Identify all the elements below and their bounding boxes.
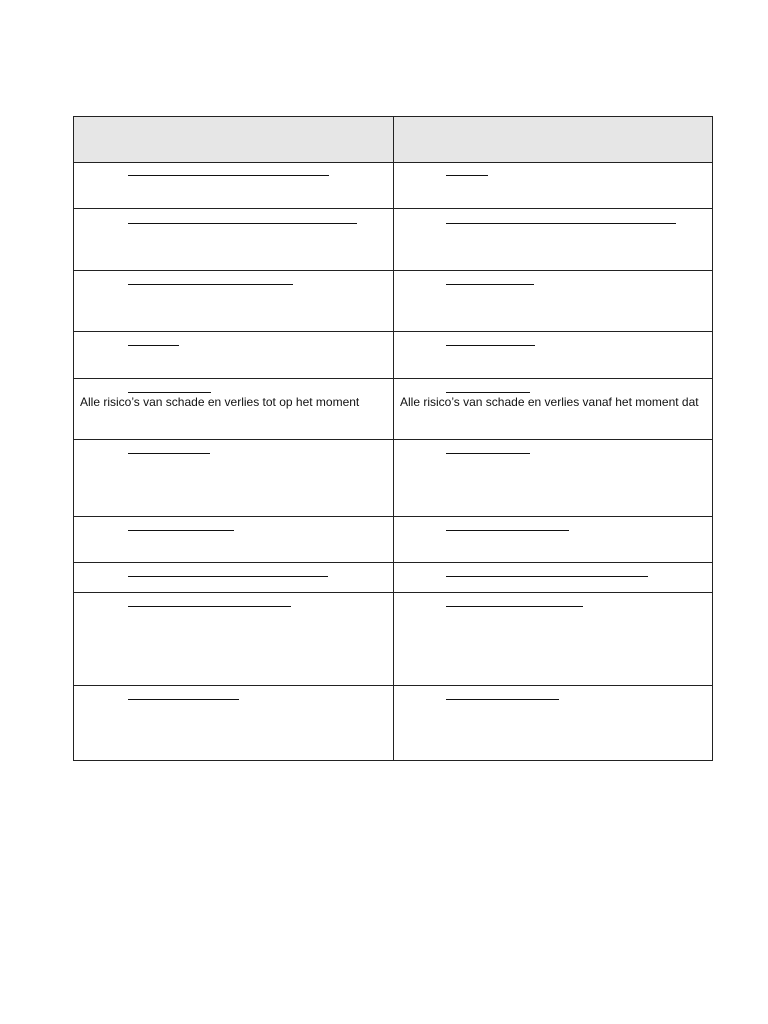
blank-underline [128, 175, 329, 176]
blank-underline [446, 530, 569, 531]
blank-underline [446, 392, 530, 393]
blank-underline [128, 453, 210, 454]
blank-underline [446, 345, 535, 346]
blank-underline [128, 223, 357, 224]
blank-underline [128, 576, 328, 577]
table-rule [712, 116, 713, 761]
blank-underline [446, 576, 648, 577]
blank-underline [446, 606, 583, 607]
comparison-table [73, 116, 713, 761]
table-rule [73, 116, 74, 761]
risk-text-right: Alle risico’s van schade en verlies vanaf het moment dat [400, 395, 699, 409]
blank-underline [128, 699, 239, 700]
blank-underline [128, 530, 234, 531]
blank-underline [128, 606, 291, 607]
blank-underline [446, 284, 534, 285]
risk-text-left: Alle risico’s van schade en verlies tot op het moment [80, 395, 360, 409]
blank-underline [446, 699, 559, 700]
blank-underline [128, 345, 179, 346]
blank-underline [128, 284, 293, 285]
blank-underline [446, 175, 488, 176]
blank-underline [128, 392, 211, 393]
blank-underline [446, 223, 676, 224]
blank-underline [446, 453, 530, 454]
table-rule [393, 116, 394, 761]
